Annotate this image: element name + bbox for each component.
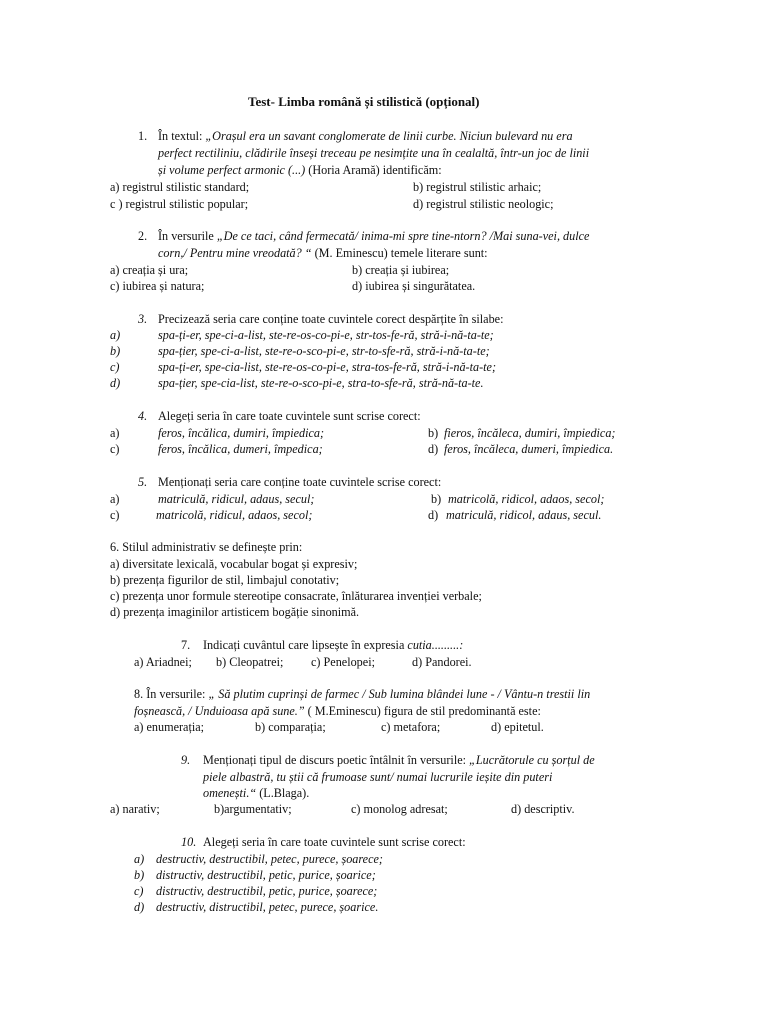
option-label: b) [431, 492, 442, 506]
option-d: d) iubirea și singurătatea. [352, 279, 476, 293]
option-a: matriculă, ridicul, adaus, secul; [158, 492, 315, 506]
option-label: a) [110, 328, 121, 342]
question-text: 8. În versurile: „ Să plutim cuprinși de farmec / Sub lumina blândei lune - / Vântu-n trestii lin [134, 687, 591, 701]
option-d: spa-țier, spe-cia-list, ste-re-o-sco-pi-e, stra-to-sfe-ră, stră-nă-ta-te. [158, 376, 484, 390]
option-label: d) [428, 508, 439, 522]
question-number: 1. [138, 129, 148, 143]
option-c: matricolă, ridicul, adaos, secol; [156, 508, 313, 522]
quote-line: piele albastră, tu știi că frumoase sunt/ numai lucrurile ieșite din puteri [203, 770, 553, 784]
question-number: 4. [138, 409, 148, 423]
question-text: și volume perfect armonic (...) (Horia Aramă) identificăm: [158, 163, 442, 177]
question-text: Alegeți seria în care toate cuvintele sunt scrise corect: [158, 409, 421, 423]
option-label: d) [428, 442, 439, 456]
option-label: c) [110, 360, 120, 374]
option-label: a) [110, 426, 120, 440]
question-number: 9. [181, 753, 191, 767]
option-a: destructiv, destructibil, petec, purece, șoarece; [156, 852, 383, 866]
option-c: c ) registrul stilistic popular; [110, 197, 249, 211]
option-d: d) registrul stilistic neologic; [413, 197, 554, 211]
page-title: Test- Limba română și stilistică (opțional) [248, 94, 480, 109]
option-c: c) metafora; [381, 720, 441, 734]
option-c: feros, încălica, dumeri, împedica; [158, 442, 323, 456]
option-label: c) [110, 508, 120, 522]
option-label: c) [134, 884, 144, 898]
option-d: d) Pandorei. [412, 655, 472, 669]
option-b: b) prezența figurilor de stil, limbajul conotativ; [110, 573, 340, 587]
option-label: a) [110, 492, 120, 506]
option-d: d) prezența imaginilor artisticem bogăție sinonimă. [110, 605, 360, 619]
option-a: a) diversitate lexicală, vocabular bogat și expresiv; [110, 557, 358, 571]
option-a: a) Ariadnei; [134, 655, 192, 669]
option-a: spa-ți-er, spe-ci-a-list, ste-re-os-co-pi-e, str-tos-fe-ră, stră-i-nă-ta-te; [158, 328, 494, 342]
question-text: Menționați seria care conține toate cuvintele scrise corect: [158, 475, 442, 489]
quote-line: perfect rectiliniu, clădirile înseși treceau pe nesimțite una în cealaltă, într-un joc de linii [158, 146, 590, 160]
question-text: În versurile „De ce taci, când fermecată/ inima-mi spre tine-ntorn? /Mai suna-vei, dulce [158, 229, 590, 243]
option-c: c) Penelopei; [311, 655, 375, 669]
option-b: b) comparația; [255, 720, 326, 734]
option-a: a) creația și ura; [110, 263, 189, 277]
option-d: feros, încăleca, dumeri, împiedica. [444, 442, 614, 456]
question-number: 10. [181, 835, 197, 849]
question-text: În textul: „Orașul era un savant conglomerate de linii curbe. Niciun bulevard nu era [158, 129, 573, 143]
option-c: c) iubirea și natura; [110, 279, 205, 293]
option-b: distructiv, destructibil, petic, purice, șoarice; [156, 868, 376, 882]
option-c: distructiv, destructibil, petic, purice, șoarece; [156, 884, 378, 898]
question-number: 3. [138, 312, 148, 326]
option-d: destructiv, distructibil, petec, purece, șoarice. [156, 900, 379, 914]
option-c: c) prezența unor formule stereotipe consacrate, înlăturarea invenției verbale; [110, 589, 482, 603]
question-text: corn,/ Pentru mine vreodată? “ (M. Eminescu) temele literare sunt: [158, 246, 488, 260]
option-label: c) [110, 442, 120, 456]
option-label: b) [428, 426, 439, 440]
option-a: a) registrul stilistic standard; [110, 180, 250, 194]
question-number: 7. [181, 638, 191, 652]
question-text: Alegeți seria în care toate cuvintele sunt scrise corect: [203, 835, 466, 849]
option-b: fieros, încăleca, dumiri, împiedica; [444, 426, 616, 440]
option-d: d) epitetul. [491, 720, 544, 734]
option-b: spa-țier, spe-ci-a-list, ste-re-o-sco-pi-e, str-to-sfe-ră, stră-i-nă-ta-te; [158, 344, 490, 358]
option-d: matriculă, ridicol, adaus, secul. [446, 508, 602, 522]
option-b: b) Cleopatrei; [216, 655, 284, 669]
question-text: omenești.“ (L.Blaga). [203, 786, 310, 800]
option-label: b) [110, 344, 121, 358]
option-b: matricolă, ridicol, adaos, secol; [448, 492, 605, 506]
option-d: d) descriptiv. [511, 802, 575, 816]
question-text: 6. Stilul administrativ se definește prin: [110, 540, 303, 554]
option-a: feros, încălica, dumiri, împiedica; [158, 426, 325, 440]
option-c: c) monolog adresat; [351, 802, 448, 816]
question-text: Menționați tipul de discurs poetic întâlnit în versurile: „Lucrătorule cu șorțul de [203, 753, 595, 767]
option-a: a) narativ; [110, 802, 160, 816]
question-number: 2. [138, 229, 148, 243]
question-text: Indicați cuvântul care lipsește în expresia cutia.........: [203, 638, 464, 652]
option-b: b) creația și iubirea; [352, 263, 450, 277]
option-label: d) [134, 900, 145, 914]
option-a: a) enumerația; [134, 720, 205, 734]
option-label: d) [110, 376, 121, 390]
option-c: spa-ți-er, spe-cia-list, ste-re-os-co-pi-e, stra-tos-fe-ră, stră-i-nă-ta-te; [158, 360, 497, 374]
option-label: a) [134, 852, 145, 866]
question-text: Precizează seria care conține toate cuvintele corect despărțite în silabe: [158, 312, 504, 326]
option-b: b)argumentativ; [214, 802, 292, 816]
question-number: 5. [138, 475, 148, 489]
option-label: b) [134, 868, 145, 882]
question-text: foșnească, / Unduioasa apă sune.” ( M.Eminescu) figura de stil predominantă este: [134, 704, 541, 718]
option-b: b) registrul stilistic arhaic; [413, 180, 542, 194]
